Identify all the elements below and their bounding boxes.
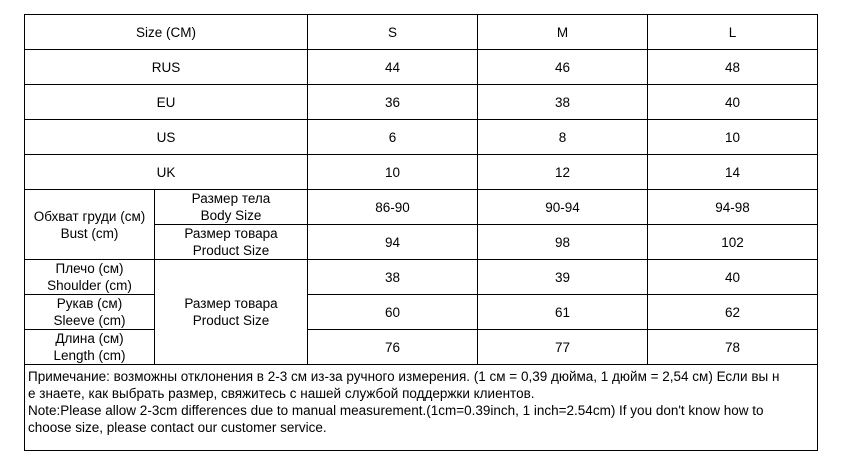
body-size-label <box>155 190 308 225</box>
product-size-group-label-en: Product Size <box>192 313 270 328</box>
table-row-eu <box>25 85 818 120</box>
product-size-label <box>155 225 308 260</box>
cell-value: 38 <box>478 85 648 120</box>
bust-label-ru: Обхват груди (см) <box>33 208 146 224</box>
note-line-ru-1: Примечание: возможны отклонения в 2-3 см из-за ручного измерения. (1 см = 0,39 дюйма, 1 дюйм = 2,54 см) Если вы н <box>28 369 780 384</box>
shoulder-label <box>25 260 155 295</box>
cell-value: 77 <box>478 330 648 365</box>
shoulder-label-ru: Плечо (см) <box>55 261 124 276</box>
cell-value: 14 <box>648 155 818 190</box>
cell-value: 61 <box>478 295 648 330</box>
table-row-us <box>25 120 818 155</box>
cell-value: 39 <box>478 260 648 295</box>
product-size-label-ru: Размер товара <box>184 226 278 241</box>
note-line-en-2: choose size, please contact our customer service. <box>28 420 327 435</box>
header-size-cm: Size (CM) <box>25 15 308 50</box>
cell-value: 76 <box>308 330 478 365</box>
note-line-ru-2: е знаете, как выбрать размер, свяжитесь с нашей службой поддержки клиентов. <box>28 386 535 401</box>
note-line-en-1: Note:Please allow 2-3cm differences due to manual measurement.(1cm=0.39inch, 1 inch=2.54cm) If you don't know how to <box>28 403 764 418</box>
cell-value: 90-94 <box>478 190 648 225</box>
cell-value: 10 <box>648 120 818 155</box>
note-row <box>25 365 818 451</box>
header-size-m: M <box>478 15 648 50</box>
cell-value: 60 <box>308 295 478 330</box>
cell-value: 46 <box>478 50 648 85</box>
note-cell <box>25 365 818 451</box>
header-size-l: L <box>648 15 818 50</box>
cell-value: 44 <box>308 50 478 85</box>
body-size-label-en: Body Size <box>200 208 262 223</box>
table-row-rus <box>25 50 818 85</box>
header-size-s: S <box>308 15 478 50</box>
cell-value: 8 <box>478 120 648 155</box>
cell-value: 12 <box>478 155 648 190</box>
cell-value: 48 <box>648 50 818 85</box>
cell-value: 102 <box>648 225 818 260</box>
size-chart-table <box>24 14 818 451</box>
row-label: UK <box>25 155 308 190</box>
table-row-shoulder <box>25 260 818 295</box>
length-label <box>25 330 155 365</box>
row-label: US <box>25 120 308 155</box>
product-size-group-label <box>155 260 308 365</box>
table-row-bust-body <box>25 190 818 225</box>
length-label-en: Length (cm) <box>53 348 126 363</box>
bust-label-en: Bust (cm) <box>60 225 119 241</box>
cell-value: 6 <box>308 120 478 155</box>
bust-label <box>25 190 155 260</box>
shoulder-label-en: Shoulder (cm) <box>47 278 132 293</box>
row-label: EU <box>25 85 308 120</box>
cell-value: 94-98 <box>648 190 818 225</box>
cell-value: 98 <box>478 225 648 260</box>
sleeve-label-ru: Рукав (см) <box>56 296 123 311</box>
cell-value: 40 <box>648 85 818 120</box>
cell-value: 62 <box>648 295 818 330</box>
body-size-label-ru: Размер тела <box>191 191 271 206</box>
cell-value: 40 <box>648 260 818 295</box>
sleeve-label-en: Sleeve (cm) <box>53 313 126 328</box>
cell-value: 36 <box>308 85 478 120</box>
product-size-group-label-ru: Размер товара <box>184 296 278 311</box>
row-label: RUS <box>25 50 308 85</box>
cell-value: 78 <box>648 330 818 365</box>
cell-value: 86-90 <box>308 190 478 225</box>
table-row-sleeve <box>25 295 818 330</box>
table-row-length <box>25 330 818 365</box>
cell-value: 94 <box>308 225 478 260</box>
sleeve-label <box>25 295 155 330</box>
cell-value: 38 <box>308 260 478 295</box>
cell-value: 10 <box>308 155 478 190</box>
table-row-uk <box>25 155 818 190</box>
length-label-ru: Длина (см) <box>55 331 124 346</box>
product-size-label-en: Product Size <box>192 243 270 258</box>
header-row <box>25 15 818 50</box>
